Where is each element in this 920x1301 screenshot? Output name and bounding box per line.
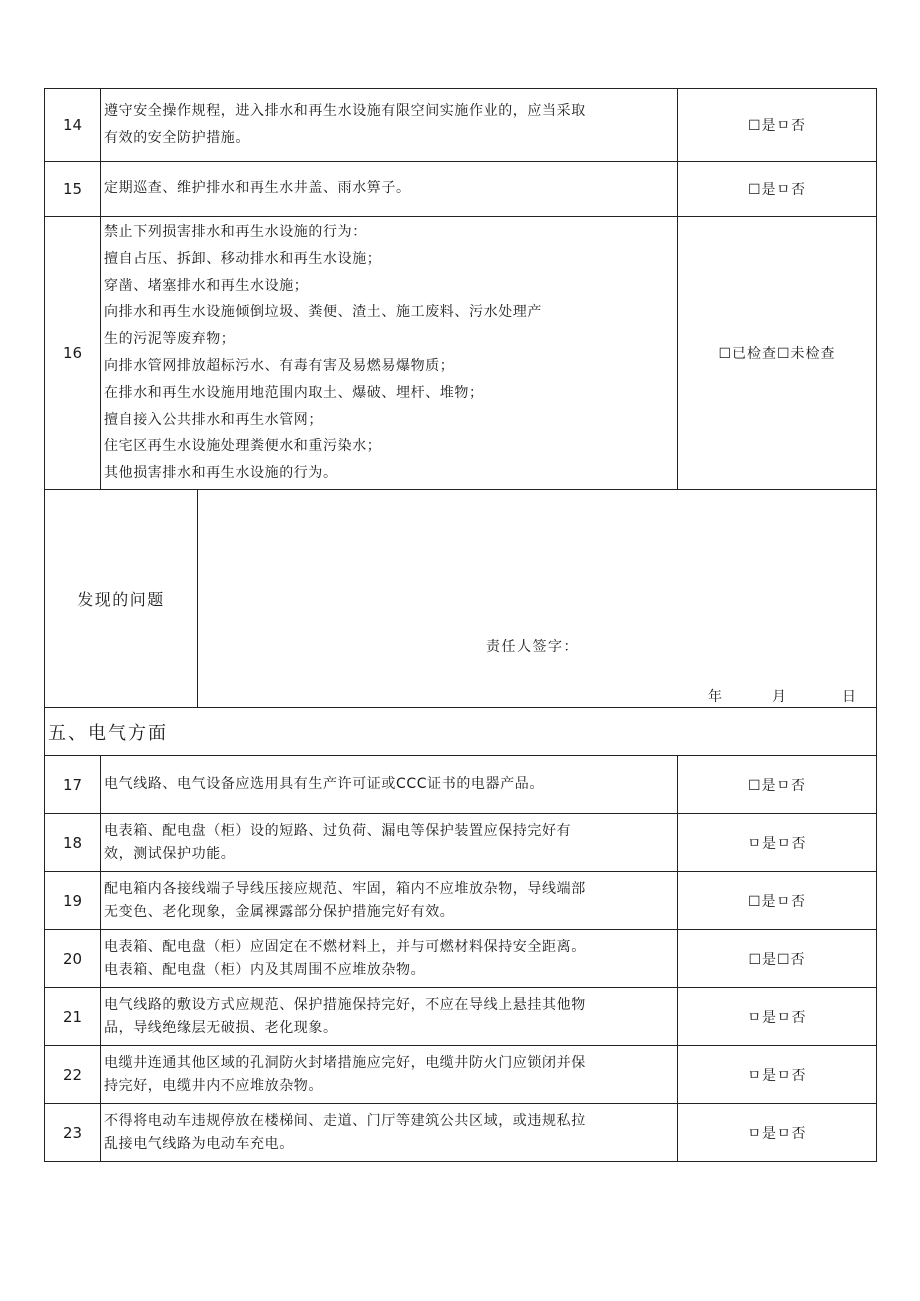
description-line: 擅自接入公共排水和再生水管网；	[104, 411, 323, 428]
table-row	[45, 814, 877, 872]
description-line: 禁止下列损害排水和再生水设施的行为：	[104, 224, 367, 241]
item-number: 16	[45, 217, 101, 490]
item-description	[101, 756, 678, 814]
check-options[interactable]: ㅁ是ㅁ否	[678, 1046, 877, 1104]
item-number: 18	[45, 814, 101, 872]
description-line: 无变色、老化现象，金属裸露部分保护措施完好有效。	[104, 903, 455, 920]
table-row	[45, 1046, 877, 1104]
check-options[interactable]: ☐是ㅁ否	[678, 756, 877, 814]
inspection-checklist-sheet	[44, 88, 876, 1162]
description-line: 向排水和再生水设施倾倒垃圾、粪便、渣土、施工废料、污水处理产	[104, 304, 542, 321]
checklist-table	[44, 88, 877, 1162]
table-row	[45, 217, 877, 490]
date-year: 年	[708, 689, 722, 705]
date-day: 日	[842, 689, 856, 705]
item-description	[101, 217, 678, 490]
check-options[interactable]: ☐已检查☐未检查	[678, 217, 877, 490]
check-options[interactable]: ☐是☐否	[678, 930, 877, 988]
description-line: 不得将电动车违规停放在楼梯间、走道、门厅等建筑公共区域，或违规私拉	[104, 1112, 586, 1129]
issues-area[interactable]	[198, 490, 877, 708]
description-line: 电气线路、电气设备应选用具有生产许可证或CCC证书的电器产品。	[104, 775, 544, 792]
item-number: 22	[45, 1046, 101, 1104]
check-options[interactable]: ☐是ㅁ否	[678, 872, 877, 930]
description-line: 品，导线绝缘层无破损、老化现象。	[104, 1019, 338, 1036]
item-description	[101, 872, 678, 930]
table-row	[45, 162, 877, 217]
item-description	[101, 814, 678, 872]
item-number: 21	[45, 988, 101, 1046]
description-line: 穿凿、堵塞排水和再生水设施；	[104, 277, 309, 294]
item-description	[101, 988, 678, 1046]
description-line: 其他损害排水和再生水设施的行为。	[104, 465, 338, 482]
description-line: 遵守安全操作规程，进入排水和再生水设施有限空间实施作业的，应当采取	[104, 102, 586, 119]
description-line: 有效的安全防护措施。	[104, 130, 250, 146]
check-options[interactable]: ☐是ㅁ否	[678, 162, 877, 217]
item-description	[101, 1046, 678, 1104]
issues-row	[45, 490, 877, 708]
description-line: 擅自占压、拆卸、移动排水和再生水设施；	[104, 250, 382, 267]
item-number: 14	[45, 89, 101, 162]
date-month: 月	[772, 689, 786, 705]
check-options[interactable]: ㅁ是ㅁ否	[678, 988, 877, 1046]
item-number: 17	[45, 756, 101, 814]
issues-label: 发现的问题	[45, 490, 198, 708]
table-row	[45, 930, 877, 988]
description-line: 电表箱、配电盘（柜）应固定在不燃材料上，并与可燃材料保持安全距离。	[104, 938, 586, 955]
check-options[interactable]: ㅁ是ㅁ否	[678, 814, 877, 872]
check-options[interactable]: ㅁ是ㅁ否	[678, 1104, 877, 1162]
item-number: 15	[45, 162, 101, 217]
description-line: 配电箱内各接线端子导线压接应规范、牢固，箱内不应堆放杂物，导线端部	[104, 880, 586, 897]
item-description	[101, 89, 678, 162]
description-line: 电缆井连通其他区域的孔洞防火封堵措施应完好，电缆井防火门应锁闭并保	[104, 1054, 586, 1071]
table-row	[45, 872, 877, 930]
signature-label: 责任人签字：	[486, 639, 579, 655]
description-line: 定期巡查、维护排水和再生水井盖、雨水箅子。	[104, 180, 411, 197]
table-row	[45, 1104, 877, 1162]
item-number: 20	[45, 930, 101, 988]
table-row	[45, 756, 877, 814]
description-line: 生的污泥等废弃物；	[104, 331, 236, 348]
description-line: 效，测试保护功能。	[104, 845, 236, 862]
item-number: 19	[45, 872, 101, 930]
table-row	[45, 988, 877, 1046]
item-description	[101, 162, 678, 217]
description-line: 乱接电气线路为电动车充电。	[104, 1135, 294, 1152]
description-line: 电气线路的敷设方式应规范、保护措施保持完好，不应在导线上悬挂其他物	[104, 996, 586, 1013]
table-row	[45, 89, 877, 162]
check-options[interactable]: ☐是ㅁ否	[678, 89, 877, 162]
item-description	[101, 930, 678, 988]
description-line: 在排水和再生水设施用地范围内取土、爆破、埋杆、堆物；	[104, 384, 484, 401]
description-line: 住宅区再生水设施处理粪便水和重污染水；	[104, 438, 382, 455]
item-description	[101, 1104, 678, 1162]
item-number: 23	[45, 1104, 101, 1162]
description-line: 向排水管网排放超标污水、有毒有害及易燃易爆物质；	[104, 358, 455, 374]
description-line: 电表箱、配电盘（柜）设的短路、过负荷、漏电等保护装置应保持完好有	[104, 822, 572, 839]
description-line: 电表箱、配电盘（柜）内及其周围不应堆放杂物。	[104, 961, 426, 978]
section-header-row	[45, 708, 877, 756]
description-line: 持完好，电缆井内不应堆放杂物。	[104, 1077, 323, 1094]
section-title: 五、电气方面	[45, 708, 877, 756]
